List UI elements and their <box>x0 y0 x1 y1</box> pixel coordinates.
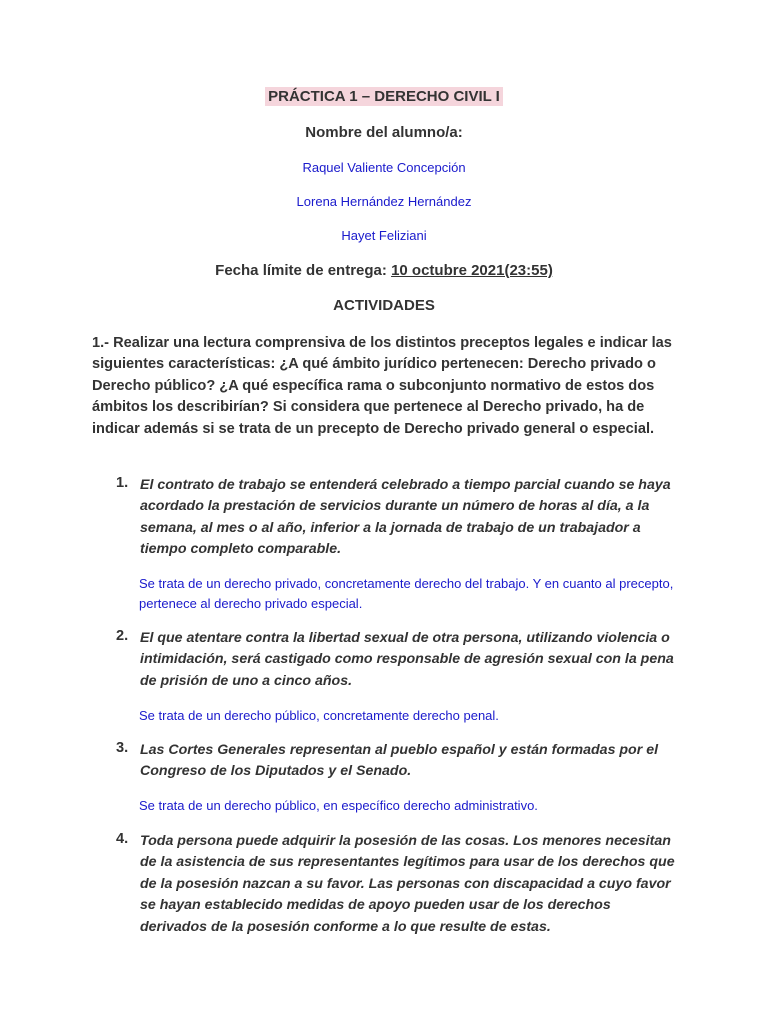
item-answer: Se trata de un derecho privado, concretamente derecho del trabajo. Y en cuanto al precepto, pertenece al derecho privado especial. <box>139 576 674 611</box>
item-precept: Las Cortes Generales representan al pueblo español y están formadas por el Congreso de los Diputados y el Senado. <box>140 742 659 780</box>
item-number: 2. <box>116 628 129 644</box>
item-number: 4. <box>116 831 129 847</box>
activities-heading: ACTIVIDADES <box>333 297 435 314</box>
deadline-line <box>0 262 768 279</box>
deadline-label: Fecha límite de entrega: <box>215 262 392 279</box>
student-name-1: Raquel Valiente Concepción <box>302 160 466 175</box>
item-answer: Se trata de un derecho público, en específico derecho administrativo. <box>139 798 538 813</box>
student-name-2: Lorena Hernández Hernández <box>296 194 472 209</box>
item-precept: El que atentare contra la libertad sexual de otra persona, utilizando violencia o intimidación, será castigado como responsable de agresión sexual con la pena de prisión de uno a cinco años. <box>140 630 674 689</box>
deadline-value: 10 octubre 2021(23:55) <box>391 262 553 279</box>
document-title: PRÁCTICA 1 – DERECHO CIVIL I <box>265 87 503 106</box>
item-number: 1. <box>116 475 129 491</box>
item-precept: El contrato de trabajo se entenderá celebrado a tiempo parcial cuando se haya acordado la prestación de servicios durante un número de horas al día, a la semana, al mes o al año, inferior a la jornada de trabajo de un trabajador a tiempo completo comparable. <box>140 477 671 558</box>
student-name-3: Hayet Feliziani <box>341 228 427 243</box>
title-row <box>0 87 768 106</box>
item-answer: Se trata de un derecho público, concretamente derecho penal. <box>139 708 499 723</box>
activity-intro: 1.- Realizar una lectura comprensiva de los distintos preceptos legales e indicar las siguientes características: ¿A qué ámbito jurídico pertenecen: Derecho privado o Derecho público? ¿A qué específica rama o subconjunto normativo de estos dos ámbitos los describirían? Si considera que pertenece al Derecho privado, ha de indicar además si se trata de un precepto de Derecho privado general o especial. <box>92 335 672 437</box>
item-precept: Toda persona puede adquirir la posesión de las cosas. Los menores necesitan de la asistencia de sus representantes legítimos para usar de los derechos que de la posesión nazcan a su favor. Las personas con discapacidad a cuyo favor se hayan establecido medidas de apoyo pueden usar de los derechos derivados de la posesión conforme a lo que resulte de estas. <box>140 833 675 935</box>
student-label: Nombre del alumno/a: <box>305 124 463 141</box>
item-number: 3. <box>116 740 129 756</box>
